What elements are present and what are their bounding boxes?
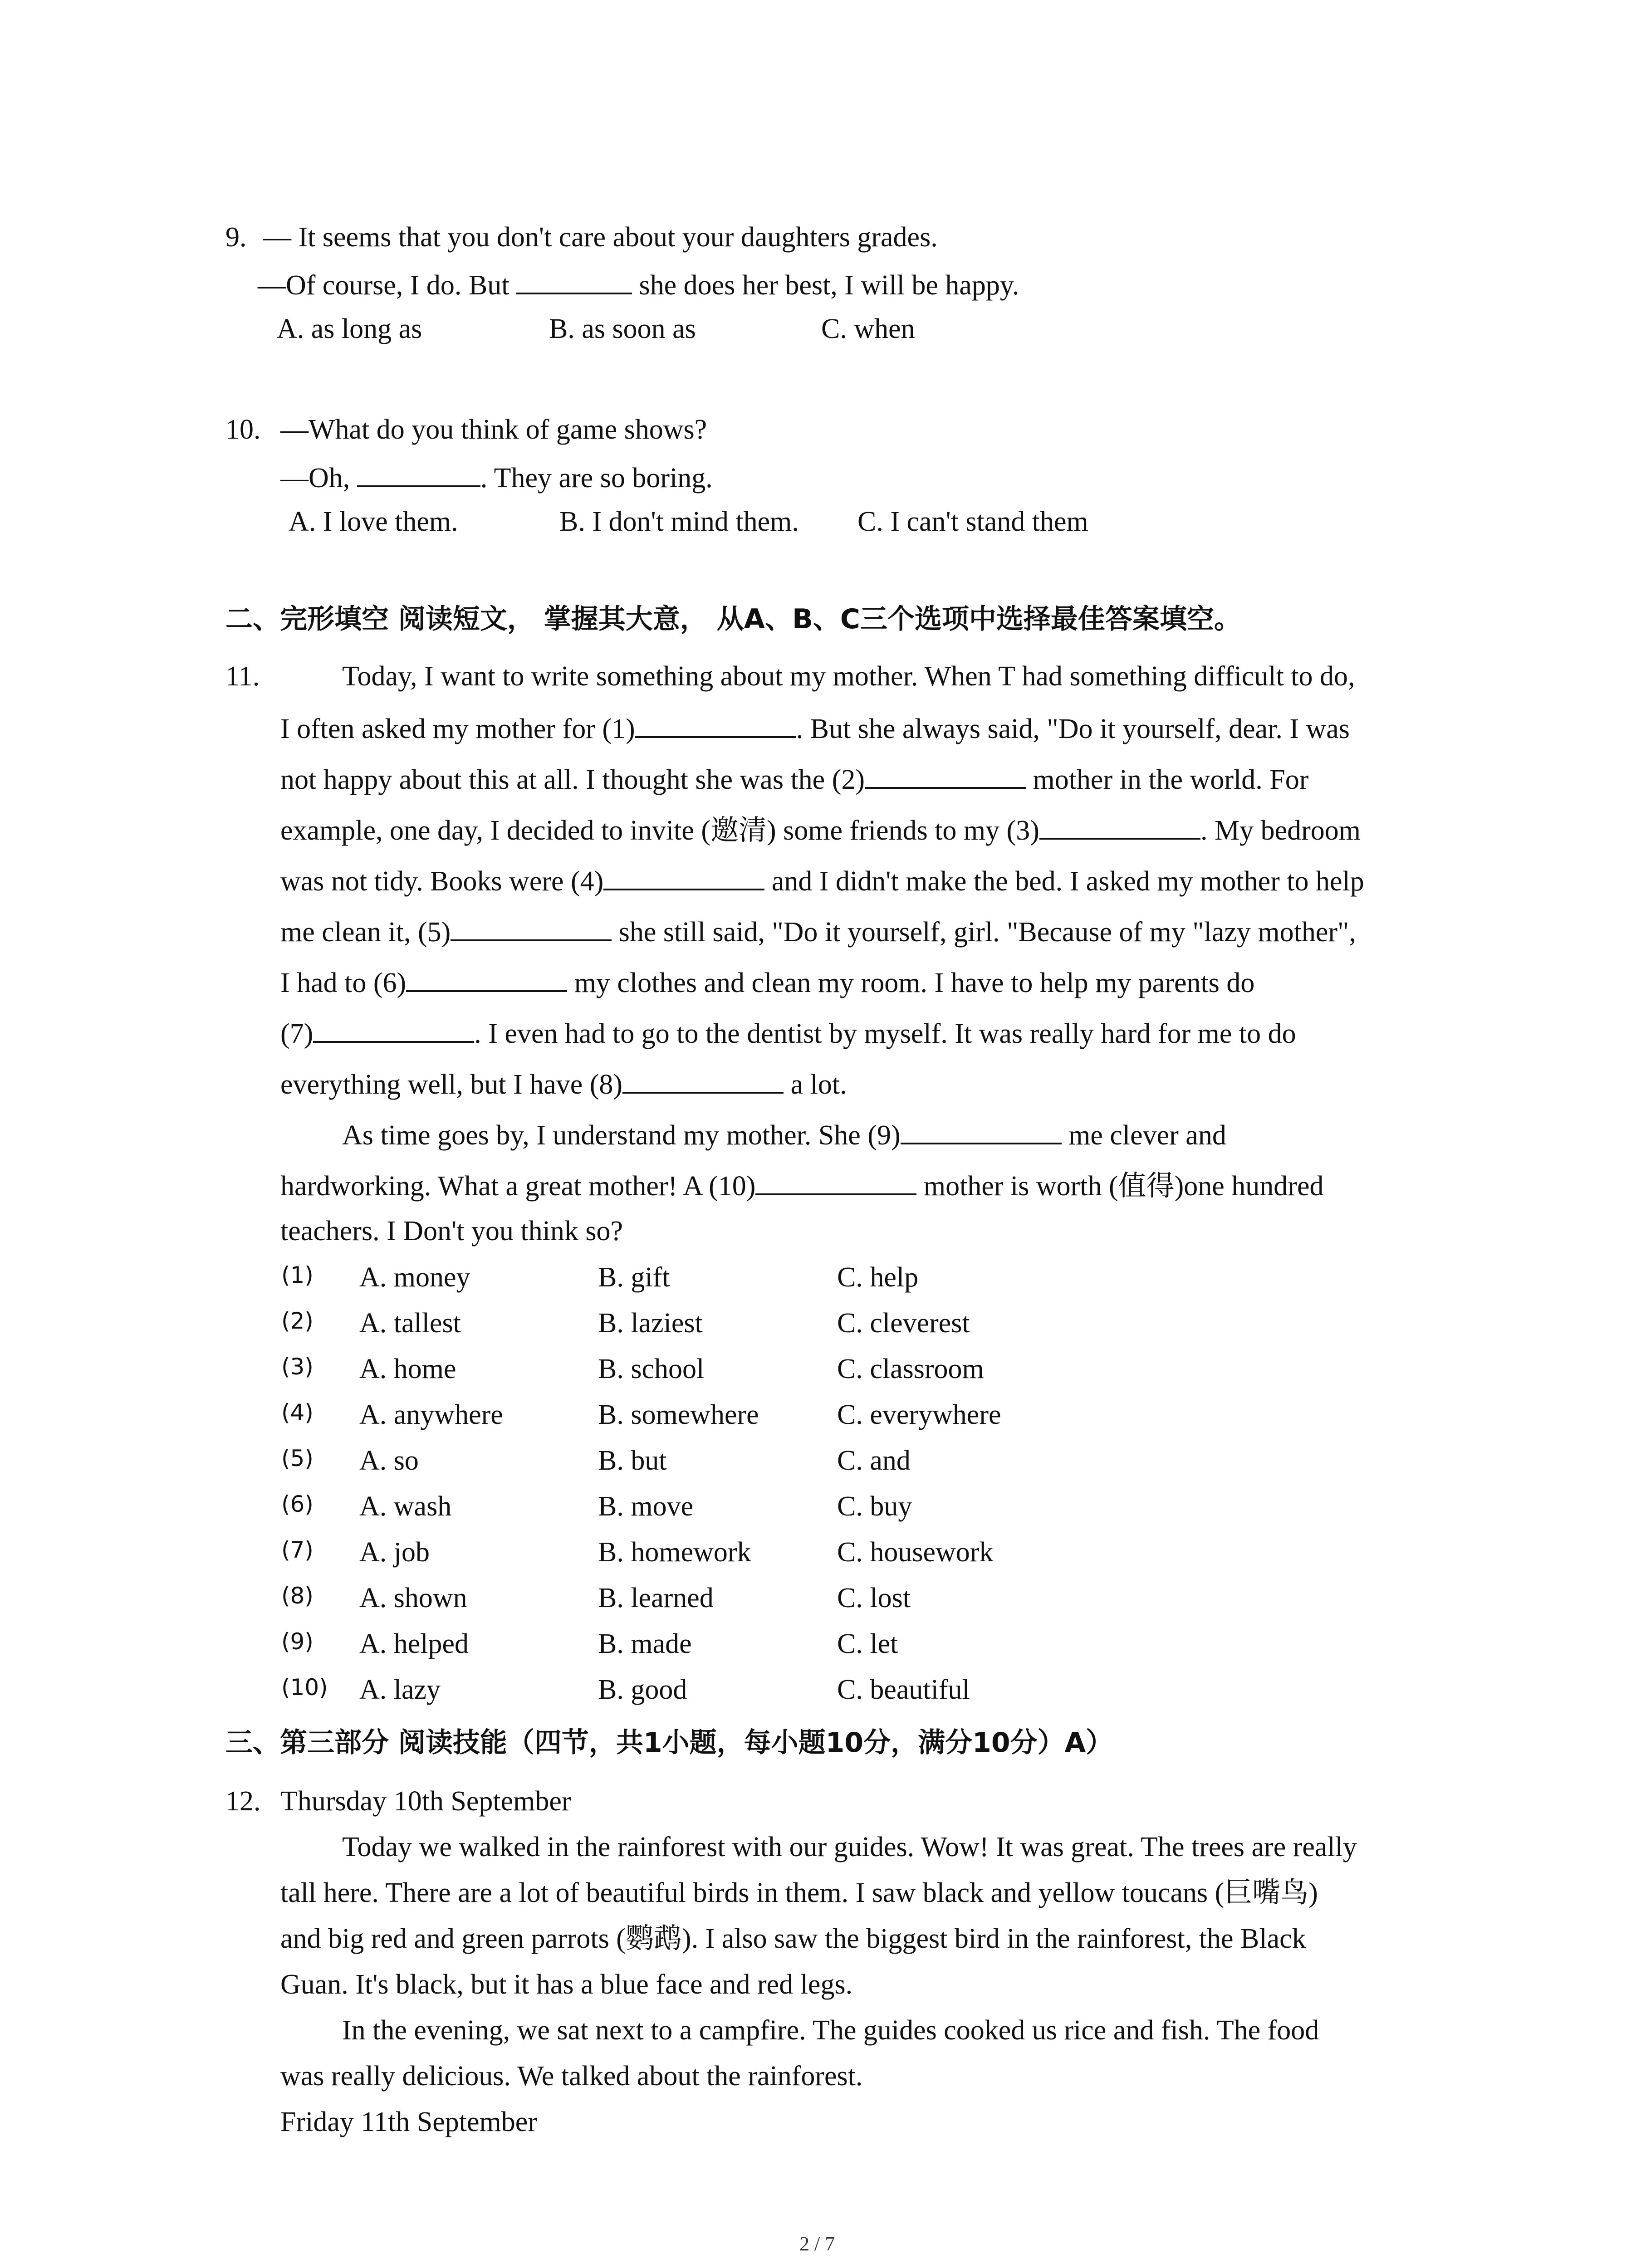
passage-line: tall here. There are a lot of beautiful birds in them. I saw black and yellow toucans (巨嘴鸟) bbox=[280, 1877, 1318, 1908]
option-c: C. I can't stand them bbox=[857, 506, 1088, 537]
passage-line: (7) . I even had to go to the dentist by myself. It was really hard for me to do bbox=[280, 1018, 1296, 1049]
question-text: —Oh, . They are so boring. bbox=[280, 463, 713, 494]
question-text: —What do you think of game shows? bbox=[280, 414, 707, 445]
option-number: (2) bbox=[281, 1308, 314, 1334]
answer-blank bbox=[622, 1068, 784, 1094]
option-number: (4) bbox=[281, 1399, 314, 1426]
option-a: A. tallest bbox=[359, 1308, 461, 1339]
option-b: B. laziest bbox=[598, 1308, 703, 1339]
option-a: A. lazy bbox=[359, 1674, 441, 1705]
passage-line: example, one day, I decided to invite (邀清) some friends to my (3) . My bedroom bbox=[280, 815, 1361, 846]
passage-line: As time goes by, I understand my mother. She (9) me clever and bbox=[342, 1120, 1226, 1151]
option-b: B. school bbox=[598, 1354, 705, 1384]
passage-line: and big red and green parrots (鹦鹉). I also saw the biggest bird in the rainforest, the Black bbox=[280, 1923, 1306, 1954]
option-b: B. but bbox=[598, 1445, 667, 1476]
diary-date: Friday 11th September bbox=[280, 2107, 537, 2137]
option-a: A. I love them. bbox=[289, 506, 458, 537]
question-number: 10. bbox=[225, 414, 261, 445]
passage-line: not happy about this at all. I thought she was the (2) mother in the world. For bbox=[280, 764, 1309, 795]
option-a: A. home bbox=[359, 1354, 456, 1384]
option-b: B. gift bbox=[598, 1262, 670, 1293]
option-c: C. lost bbox=[837, 1583, 911, 1613]
option-number: (6) bbox=[281, 1491, 314, 1517]
option-number: (8) bbox=[281, 1583, 314, 1609]
diary-date: Thursday 10th September bbox=[280, 1786, 571, 1817]
answer-blank bbox=[357, 462, 480, 487]
option-b: B. learned bbox=[598, 1583, 714, 1613]
answer-blank bbox=[313, 1017, 474, 1043]
option-b: B. move bbox=[598, 1491, 694, 1522]
option-c: C. everywhere bbox=[837, 1399, 1001, 1430]
answer-blank bbox=[451, 916, 612, 941]
question-number: 9. bbox=[225, 222, 247, 253]
option-number: (10) bbox=[281, 1674, 328, 1701]
section-title: 三、第三部分 阅读技能（四节，共1小题，每小题10分，满分10分）A） bbox=[225, 1727, 1113, 1759]
passage-line: Today, I want to write something about my mother. When T had something difficult to do, bbox=[342, 661, 1355, 692]
option-c: C. classroom bbox=[837, 1354, 984, 1384]
section-title: 二、完形填空 阅读短文， 掌握其大意， 从A、B、C三个选项中选择最佳答案填空。 bbox=[225, 603, 1241, 635]
question-text: — It seems that you don't care about your daughters grades. bbox=[263, 222, 938, 253]
answer-blank bbox=[865, 763, 1026, 789]
option-c: C. housework bbox=[837, 1537, 994, 1568]
answer-blank bbox=[406, 967, 567, 992]
option-a: A. job bbox=[359, 1537, 430, 1568]
option-a: A. shown bbox=[359, 1583, 467, 1613]
option-number: (7) bbox=[281, 1537, 314, 1563]
option-b: B. good bbox=[598, 1674, 687, 1705]
option-a: A. as long as bbox=[277, 313, 422, 344]
answer-blank bbox=[635, 713, 796, 738]
option-b: B. somewhere bbox=[598, 1399, 759, 1430]
option-c: C. buy bbox=[837, 1491, 912, 1522]
passage-line: I had to (6) my clothes and clean my room. I have to help my parents do bbox=[280, 968, 1255, 998]
option-a: A. so bbox=[359, 1445, 419, 1476]
answer-blank bbox=[603, 865, 764, 890]
option-number: (3) bbox=[281, 1354, 314, 1380]
option-b: B. made bbox=[598, 1628, 692, 1659]
answer-blank bbox=[1039, 814, 1200, 840]
passage-line: Today we walked in the rainforest with our guides. Wow! It was great. The trees are really bbox=[342, 1832, 1357, 1862]
passage-line: was really delicious. We talked about the rainforest. bbox=[280, 2061, 863, 2092]
passage-line: teachers. I Don't you think so? bbox=[280, 1216, 623, 1246]
option-a: A. money bbox=[359, 1262, 470, 1293]
question-text: —Of course, I do. But she does her best, I will be happy. bbox=[258, 270, 1019, 301]
passage-line: was not tidy. Books were (4) and I didn't make the bed. I asked my mother to help bbox=[280, 866, 1364, 897]
option-a: A. helped bbox=[359, 1628, 469, 1659]
option-b: B. as soon as bbox=[549, 313, 696, 344]
option-c: C. and bbox=[837, 1445, 911, 1476]
passage-line: Guan. It's black, but it has a blue face and red legs. bbox=[280, 1969, 853, 2000]
option-c: C. beautiful bbox=[837, 1674, 970, 1705]
option-number: (9) bbox=[281, 1628, 314, 1655]
question-number: 12. bbox=[225, 1786, 261, 1817]
passage-line: hardworking. What a great mother! A (10) mother is worth (值得)one hundred bbox=[280, 1171, 1324, 1202]
option-a: A. anywhere bbox=[359, 1399, 503, 1430]
option-b: B. I don't mind them. bbox=[559, 506, 799, 537]
answer-blank bbox=[516, 269, 632, 294]
passage-line: everything well, but I have (8) a lot. bbox=[280, 1069, 847, 1100]
question-number: 11. bbox=[225, 661, 260, 692]
option-number: (5) bbox=[281, 1445, 314, 1471]
passage-line: In the evening, we sat next to a campfire. The guides cooked us rice and fish. The food bbox=[342, 2015, 1319, 2046]
option-number: (1) bbox=[281, 1262, 314, 1288]
passage-line: me clean it, (5) she still said, "Do it yourself, girl. "Because of my "lazy mother", bbox=[280, 917, 1356, 948]
answer-blank bbox=[901, 1119, 1062, 1144]
option-c: C. cleverest bbox=[837, 1308, 970, 1339]
answer-blank bbox=[755, 1170, 916, 1195]
page-number: 2 / 7 bbox=[799, 2233, 835, 2255]
option-b: B. homework bbox=[598, 1537, 751, 1568]
option-c: C. let bbox=[837, 1628, 898, 1659]
option-c: C. help bbox=[837, 1262, 919, 1293]
option-a: A. wash bbox=[359, 1491, 452, 1522]
passage-line: I often asked my mother for (1) . But she always said, "Do it yourself, dear. I was bbox=[280, 714, 1350, 744]
option-c: C. when bbox=[821, 313, 915, 344]
